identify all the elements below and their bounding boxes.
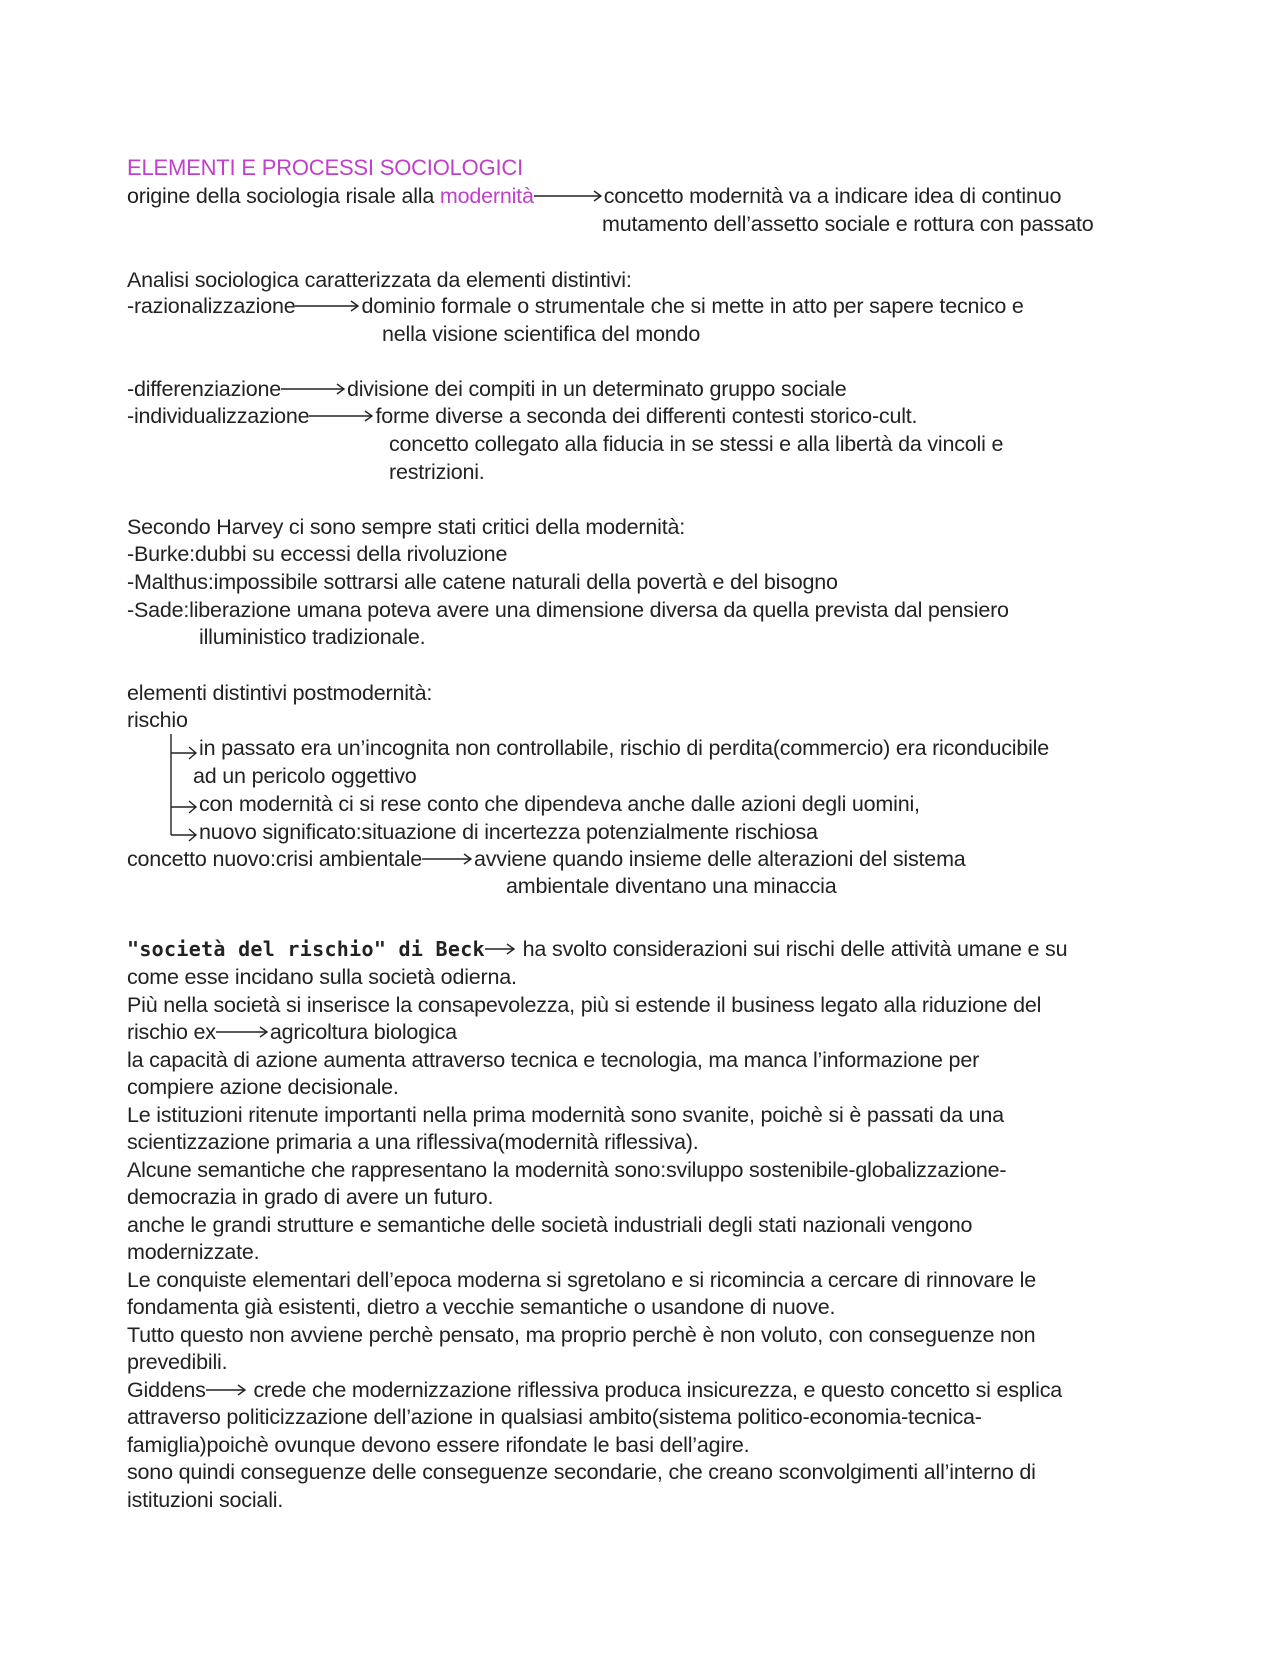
beck-line-21: istituzioni sociali.: [127, 1488, 284, 1512]
intro-definition: concetto modernità va a indicare idea di continuo: [603, 184, 1062, 208]
rischio-point-1: in passato era un’incognita non controllabile, rischio di perdita(commercio) era riconducibile: [199, 736, 1050, 760]
beck-line-4: [127, 1018, 457, 1046]
beck-line-12: modernizzate.: [127, 1240, 260, 1264]
beck-line-19: famiglia)poichè ovunque devono essere rifondate le basi dell’agire.: [127, 1433, 750, 1457]
individualizzazione-line: [127, 402, 917, 430]
rischio-label: rischio: [127, 708, 188, 732]
beck-line-3: Più nella società si inserisce la consapevolezza, più si estende il business legato alla riduzione del: [127, 993, 1042, 1017]
postmodernita-heading: elementi distintivi postmodernità:: [127, 681, 433, 705]
rischio-point-3: nuovo significato:situazione di incertezza potenzialmente rischiosa: [199, 820, 818, 844]
harvey-heading: Secondo Harvey ci sono sempre stati critici della modernità:: [127, 515, 686, 539]
razionalizzazione-definition-continued: nella visione scientifica del mondo: [382, 322, 701, 346]
beck-line-8: scientizzazione primaria a una riflessiva(modernità riflessiva).: [127, 1130, 699, 1154]
razionalizzazione-term: -razionalizzazione: [127, 294, 296, 318]
beck-line-15: Tutto questo non avviene perchè pensato, ma proprio perchè è non voluto, con conseguenze non: [127, 1323, 1036, 1347]
beck-line-11: anche le grandi strutture e semantiche delle società industriali degli stati nazionali vengono: [127, 1213, 973, 1237]
razionalizzazione-definition: dominio formale o strumentale che si mette in atto per sapere tecnico e: [361, 294, 1024, 318]
arrow-icon: [422, 848, 474, 868]
crisi-ambientale-line: [127, 845, 966, 873]
intro-text: origine della sociologia risale alla: [127, 184, 440, 208]
giddens-term: Giddens: [127, 1378, 206, 1402]
beck-line-17: [127, 1376, 1062, 1404]
intro-definition-continued: mutamento dell’assetto sociale e rottura con passato: [602, 212, 1094, 236]
arrow-icon: [485, 938, 517, 958]
beck-line-16: prevedibili.: [127, 1350, 228, 1374]
crisi-ambientale-definition-continued: ambientale diventano una minaccia: [506, 874, 837, 898]
beck-title: "società del rischio" di Beck: [127, 937, 485, 961]
individualizzazione-definition-2: concetto collegato alla fiducia in se stessi e alla libertà da vincoli e: [389, 432, 1004, 456]
agricoltura-text: agricoltura biologica: [269, 1020, 457, 1044]
page-title: ELEMENTI E PROCESSI SOCIOLOGICI: [127, 155, 523, 180]
analisi-heading: Analisi sociologica caratterizzata da elementi distintivi:: [127, 268, 632, 292]
crisi-ambientale-definition: avviene quando insieme delle alterazioni del sistema: [473, 847, 966, 871]
sade-line: -Sade:liberazione umana poteva avere una dimensione diversa da quella prevista dal pensiero: [127, 598, 1009, 622]
beck-line-2: come esse incidano sulla società odierna.: [127, 965, 517, 989]
malthus-line: -Malthus:impossibile sottrarsi alle catene naturali della povertà e del bisogno: [127, 570, 838, 594]
beck-line-18: attraverso politicizzazione dell’azione in qualsiasi ambito(sistema politico-economia-tecnica-: [127, 1405, 982, 1429]
rischio-point-1-continued: ad un pericolo oggettivo: [193, 764, 417, 788]
arrow-icon: [295, 295, 361, 315]
differenziazione-definition: divisione dei compiti in un determinato gruppo sociale: [346, 377, 847, 401]
rischio-point-2: con modernità ci si rese conto che dipendeva anche dalle azioni degli uomini,: [199, 792, 920, 816]
differenziazione-term: -differenziazione: [127, 377, 281, 401]
differenziazione-line: [127, 375, 847, 403]
rischio-ex-text: rischio ex: [127, 1020, 216, 1044]
giddens-text: crede che modernizzazione riflessiva produca insicurezza, e questo concetto si esplica: [247, 1378, 1063, 1402]
beck-line-10: democrazia in grado di avere un futuro.: [127, 1185, 494, 1209]
beck-line-1: [127, 935, 1067, 963]
beck-line-20: sono quindi conseguenze delle conseguenze secondarie, che creano sconvolgimenti all’interno di: [127, 1460, 1036, 1484]
beck-text: ha svolto considerazioni sui rischi delle attività umane e su: [516, 937, 1068, 961]
crisi-ambientale-term: concetto nuovo:crisi ambientale: [127, 847, 422, 871]
arrow-icon: [206, 1379, 248, 1399]
sade-line-continued: illuministico tradizionale.: [199, 625, 426, 649]
beck-line-13: Le conquiste elementari dell’epoca moderna si sgretolano e si ricomincia a cercare di rinnovare le: [127, 1268, 1036, 1292]
arrow-icon: [309, 405, 375, 425]
individualizzazione-definition-3: restrizioni.: [389, 460, 485, 484]
arrow-icon: [216, 1021, 270, 1041]
modernita-term: modernità: [439, 184, 534, 208]
beck-line-6: compiere azione decisionale.: [127, 1075, 399, 1099]
arrow-icon: [281, 378, 347, 398]
arrow-icon: [534, 185, 604, 205]
beck-line-14: fondamenta già esistenti, dietro a vecchie semantiche o usandone di nuove.: [127, 1295, 836, 1319]
intro-line: [127, 182, 1061, 210]
burke-line: -Burke:dubbi su eccessi della rivoluzione: [127, 542, 508, 566]
beck-line-9: Alcune semantiche che rappresentano la modernità sono:sviluppo sostenibile-globalizzazione-: [127, 1158, 1007, 1182]
beck-line-7: Le istituzioni ritenute importanti nella prima modernità sono svanite, poichè si è passati da una: [127, 1103, 1004, 1127]
individualizzazione-definition: forme diverse a seconda dei differenti contesti storico-cult.: [375, 404, 918, 428]
individualizzazione-term: -individualizzazione: [127, 404, 310, 428]
beck-line-5: la capacità di azione aumenta attraverso tecnica e tecnologia, ma manca l’informazione per: [127, 1048, 980, 1072]
razionalizzazione-line: [127, 292, 1024, 320]
